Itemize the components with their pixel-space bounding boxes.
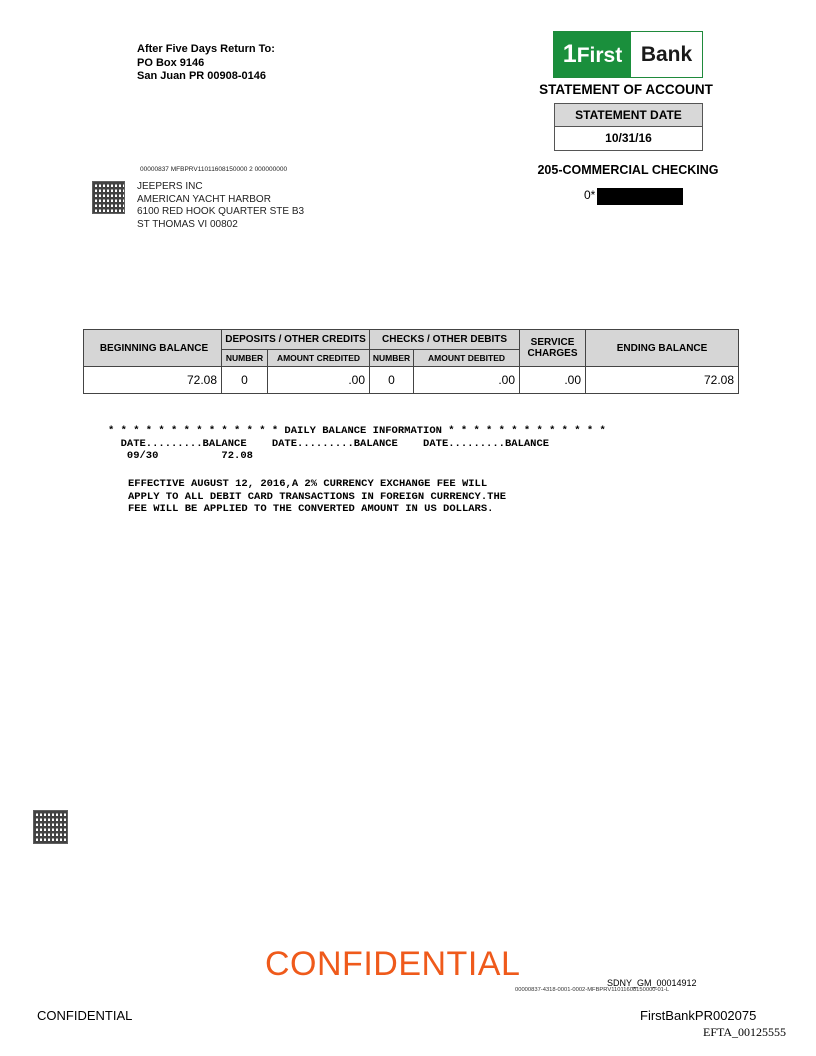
amount-debited-value: .00: [414, 367, 520, 394]
logo-bank-text: Bank: [640, 43, 693, 66]
confidential-label: CONFIDENTIAL: [37, 1008, 133, 1023]
deposit-count: 0: [222, 367, 268, 394]
address-line: JEEPERS INC: [137, 181, 203, 192]
check-count: 0: [370, 367, 414, 394]
datamatrix-code: [33, 810, 68, 844]
document-control-number: 00000837-4318-0001-0002-MFBPRV11011608150000-01-L: [515, 987, 670, 993]
logo-one: 1: [562, 40, 577, 68]
account-type: 205-COMMERCIAL CHECKING: [537, 163, 719, 177]
return-address: [137, 43, 275, 84]
notice-line: FEE WILL BE APPLIED TO THE CONVERTED AMOUNT IN US DOLLARS.: [128, 503, 494, 515]
notice-line: APPLY TO ALL DEBIT CARD TRANSACTIONS IN FOREIGN CURRENCY.THE: [128, 490, 507, 503]
header-dep-number: NUMBER: [222, 350, 268, 367]
amount-credited-value: .00: [268, 367, 370, 394]
confidential-stamp: CONFIDENTIAL: [265, 945, 521, 983]
ending-balance-value: 72.08: [586, 367, 739, 394]
daily-balance-columns: DATE.........BALANCE DATE.........BALANCE DATE.........BALANCE: [108, 437, 550, 450]
mailing-address: [137, 181, 304, 231]
address-line: ST THOMAS VI 00802: [137, 218, 238, 230]
header-service-charges: SERVICE CHARGES: [520, 330, 586, 367]
efta-number: EFTA_00125555: [703, 1025, 787, 1039]
address-line: AMERICAN YACHT HARBOR: [137, 193, 271, 205]
bank-bates-number: FirstBankPR002075: [640, 1008, 757, 1023]
header-deposits: DEPOSITS / OTHER CREDITS: [222, 330, 370, 350]
return-address-line: PO Box 9146: [137, 56, 205, 69]
datamatrix-code: [92, 181, 125, 214]
header-amount-credited: AMOUNT CREDITED: [268, 350, 370, 367]
account-number-prefix: 0*: [584, 188, 596, 202]
beginning-balance-value: 72.08: [84, 367, 222, 394]
service-charges-value: .00: [520, 367, 586, 394]
header-checks: CHECKS / OTHER DEBITS: [370, 330, 520, 350]
daily-balance-entry: 09/30 72.08: [108, 450, 253, 462]
return-address-line: San Juan PR 00908-0146: [137, 70, 267, 82]
mail-barcode-text: 00000837 MFBPRV11011608150000 2 000000000: [140, 166, 288, 173]
account-summary-table: [83, 329, 739, 394]
statement-date-label: STATEMENT DATE: [555, 104, 702, 127]
return-address-line: After Five Days Return To:: [137, 43, 275, 55]
header-beginning-balance: BEGINNING BALANCE: [84, 330, 222, 367]
statement-date-box: [554, 103, 703, 151]
notice-line: EFFECTIVE AUGUST 12, 2016,A 2% CURRENCY EXCHANGE FEE WILL: [128, 478, 488, 490]
header-chk-number: NUMBER: [370, 350, 414, 367]
redaction-bar: [597, 188, 683, 205]
statement-title: STATEMENT OF ACCOUNT: [539, 82, 713, 97]
daily-balance-section: [108, 425, 606, 463]
address-line: 6100 RED HOOK QUARTER STE B3: [137, 206, 305, 218]
table-row: [84, 367, 739, 394]
logo-first: [554, 32, 631, 77]
statement-date-value: 10/31/16: [555, 127, 702, 150]
header-amount-debited: AMOUNT DEBITED: [414, 350, 520, 367]
sdny-bates-number: SDNY_GM_00014912: [607, 978, 697, 988]
firstbank-logo: [553, 31, 703, 78]
header-ending-balance: ENDING BALANCE: [586, 330, 739, 367]
logo-first-text: First: [576, 44, 623, 67]
daily-balance-header: * * * * * * * * * * * * * * DAILY BALANCE INFORMATION * * * * * * * * * * * * *: [108, 425, 606, 437]
fee-notice: [128, 478, 506, 516]
